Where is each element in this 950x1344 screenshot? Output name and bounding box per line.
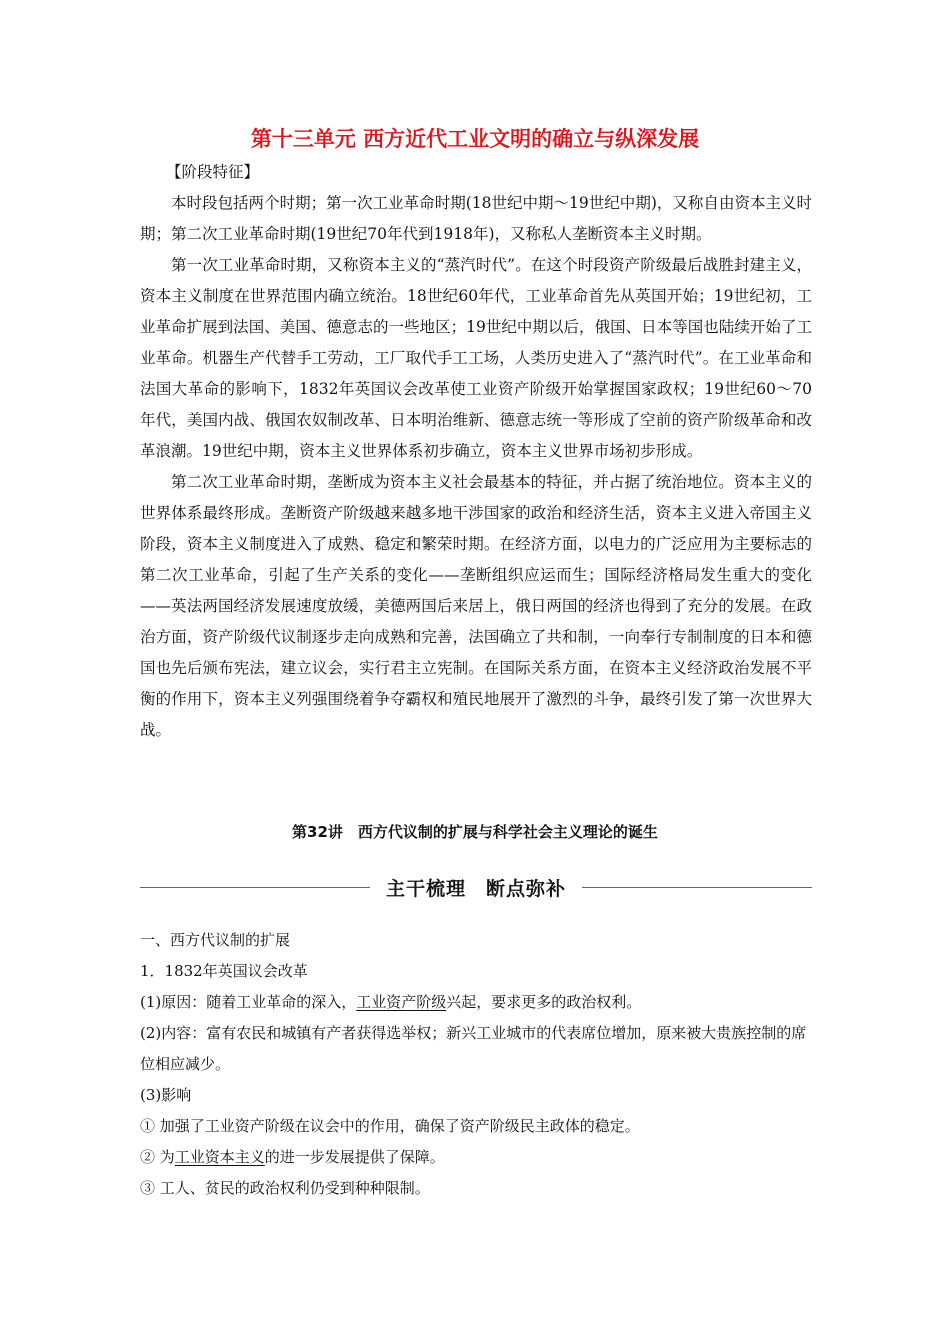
- outline-impact-heading: (3)影响: [140, 1086, 192, 1104]
- outline-content: (2)内容：富有农民和城镇有产者获得选举权；新兴工业城市的代表席位增加，原来被大贵族控制的席位相应减少。: [140, 1024, 807, 1073]
- stage-feature-body: [140, 188, 812, 746]
- outline-impact-1: ① 加强了工业资产阶级在议会中的作用，确保了资产阶级民主政体的稳定。: [140, 1117, 640, 1135]
- stage-feature-label: 【阶段特征】: [166, 163, 260, 181]
- impact-2-pre: ② 为: [140, 1148, 175, 1166]
- banner-left-rule: [140, 887, 370, 888]
- paragraph-2: 第一次工业革命时期，又称资本主义的“蒸汽时代”。在这个时段资产阶级最后战胜封建主义，资本主义制度在世界范围内确立统治。18世纪60年代，工业革命首先从英国开始；19世纪初，工业革命扩展到法国、美国、德意志的一些地区；19世纪中期以后，俄国、日本等国也陆续开始了工业革命。机器生产代替手工劳动，工厂取代手工工场，人类历史进入了“蒸汽时代”。在工业革命和法国大革命的影响下，1832年英国议会改革使工业资产阶级开始掌握国家政权；19世纪60～70年代，美国内战、俄国农奴制改革、日本明治维新、德意志统一等形成了空前的资产阶级革命和改革浪潮。19世纪中期，资本主义世界体系初步确立，资本主义世界市场初步形成。: [140, 256, 812, 460]
- paragraph-1: 本时段包括两个时期；第一次工业革命时期(18世纪中期～19世纪中期)，又称自由资本主义时期；第二次工业革命时期(19世纪70年代到1918年)，又称私人垄断资本主义时期。: [140, 194, 812, 243]
- reason-text-post: 兴起，要求更多的政治权利。: [446, 993, 642, 1011]
- banner-right-rule: [582, 887, 812, 888]
- outline-reason: [140, 987, 812, 1018]
- unit-title: 第十三单元 西方近代工业文明的确立与纵深发展: [250, 127, 700, 151]
- paragraph-3: 第二次工业革命时期，垄断成为资本主义社会最基本的特征，并占据了统治地位。资本主义的世界体系最终形成。垄断资产阶级越来越多地干涉国家的政治和经济生活，资本主义进入帝国主义阶段，资本主义制度进入了成熟、稳定和繁荣时期。在经济方面，以电力的广泛应用为主要标志的第二次工业革命，引起了生产关系的变化——垄断组织应运而生；国际经济格局发生重大的变化——英法两国经济发展速度放缓，美德两国后来居上，俄日两国的经济也得到了充分的发展。在政治方面，资产阶级代议制逐步走向成熟和完善，法国确立了共和制，一向奉行专制制度的日本和德国也先后颁布宪法，建立议会，实行君主立宪制。在国际关系方面，在资本主义经济政治发展不平衡的作用下，资本主义列强围绕着争夺霸权和殖民地展开了激烈的斗争，最终引发了第一次世界大战。: [140, 473, 812, 739]
- outline-heading-2: 1．1832年英国议会改革: [140, 962, 308, 980]
- reason-text-pre: (1)原因：随着工业革命的深入，: [140, 993, 357, 1011]
- outline-impact-3: ③ 工人、贫民的政治权利仍受到种种限制。: [140, 1179, 430, 1197]
- outline-section: [140, 925, 812, 1204]
- banner-title: 主干梳理 断点弥补: [386, 877, 567, 900]
- outline-impact-2: [140, 1142, 812, 1173]
- impact-2-key-term: 工业资本主义: [174, 1148, 265, 1166]
- section-banner: [140, 870, 812, 904]
- lesson-title: 第32讲 西方代议制的扩展与科学社会主义理论的诞生: [292, 823, 658, 841]
- reason-key-term: 工业资产阶级: [356, 993, 447, 1011]
- outline-heading-1: 一、西方代议制的扩展: [140, 931, 291, 949]
- impact-2-post: 的进一步发展提供了保障。: [264, 1148, 445, 1166]
